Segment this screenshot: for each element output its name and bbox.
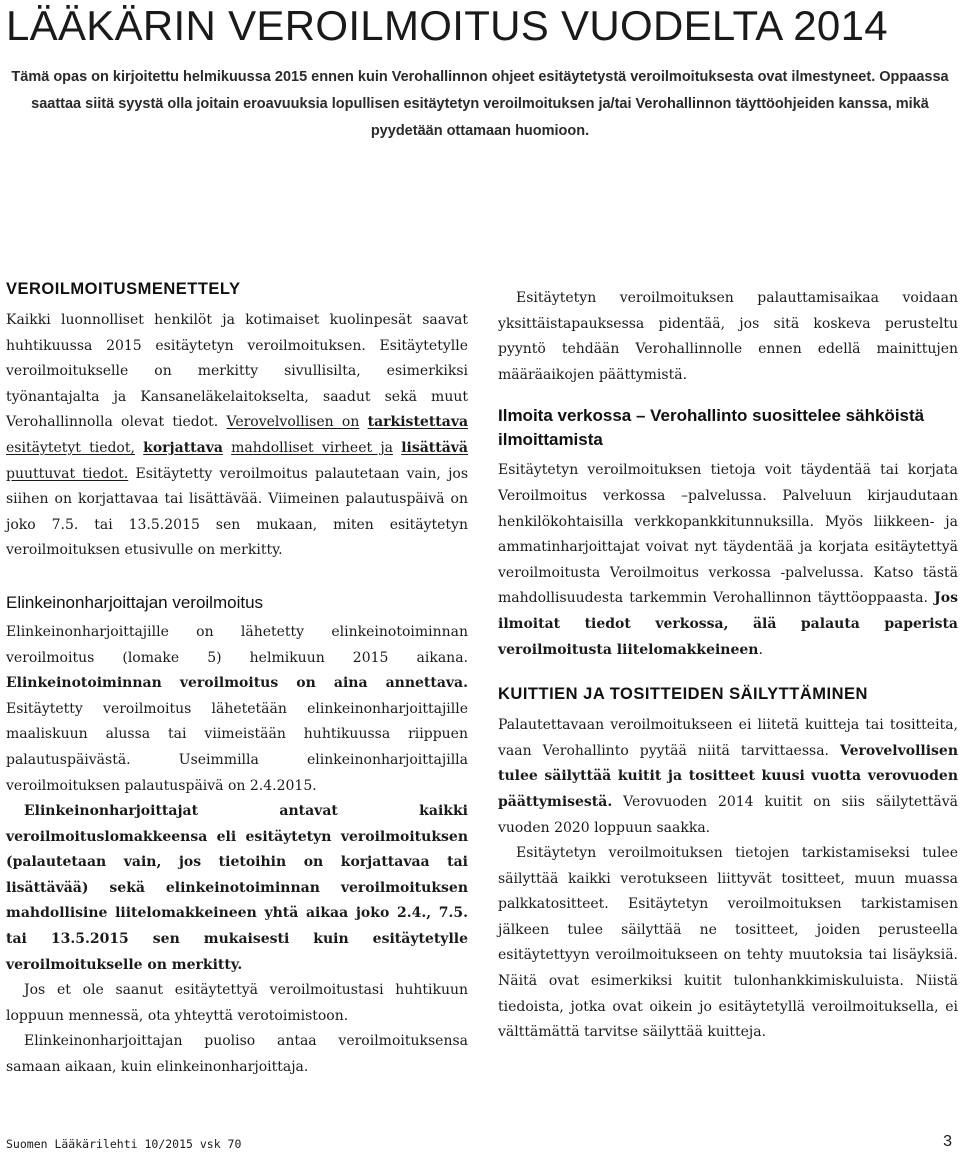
page-title: LÄÄKÄRIN VEROILMOITUS VUODELTA 2014	[6, 2, 888, 49]
heading-ilmoita-verkossa: Ilmoita verkossa – Verohallinto suosittelee sähköistä ilmoittamista	[498, 406, 925, 450]
text: Palautettavaan veroilmoitukseen ei liitetä kuitteja tai tositteita, vaan Verohallinto pyytää niitä tarvittaessa.	[498, 717, 958, 759]
right-column	[498, 286, 958, 1046]
left-column	[6, 276, 468, 1081]
bold-text: Elinkeinonharjoittajat antavat kaikki veroilmoituslomakkeensa eli esitäytetyn veroilmoituksen (palautetaan vain, jos tietoihin on korjattavaa tai lisättävää) sekä elinkeinotoiminnan veroilmoituksen mahdollisine liitelomakkeineen yhtä aikaa joko 2.4., 7.5. tai 13.5.2015 sen mukaisesti kuin esitäytetylle veroilmoitukselle on merkitty.	[6, 803, 468, 973]
text: Elinkeinonharjoittajille on lähetetty elinkeinotoiminnan veroilmoitus (lomake 5) helmikuun 2015 aikana.	[6, 623, 468, 666]
paragraph-elinkeino-3: Jos et ole saanut esitäytettyä veroilmoitustasi huhtikuun loppuun mennessä, ota yhteyttä verotoimistoon.	[6, 982, 468, 1024]
page-number: 3	[943, 1133, 952, 1150]
bold-text: korjattava	[143, 439, 223, 456]
bold-text: lisättävä	[401, 439, 468, 456]
text: Esitäytetty veroilmoitus lähetetään elinkeinonharjoittajille maaliskuun alussa tai viimeistään huhtikuussa riippuen palautuspäivästä. Useimmilla elinkeinonharjoittajilla veroilmoituksen palautuspäivä on 2.4.2015.	[6, 700, 468, 794]
bold-text: Verovelvollisen tulee säilyttää kuitit ja tositteet kuusi vuotta verovuoden päättymisestä.	[498, 742, 959, 810]
paragraph-menettely	[6, 308, 468, 564]
paragraph-verkossa	[498, 458, 958, 663]
heading-veroilmoitusmenettely: VEROILMOITUSMENETTELY	[6, 280, 241, 298]
paragraph-kuitit-2: Esitäytetyn veroilmoituksen tietojen tarkistamiseksi tulee säilyttää kaikki verotukseen liittyvät tositteet, muun muassa palkkatositteet. Esitäytetyn veroilmoituksen tarkistamisen jälkeen tulee säilyttää ne tositteet, joiden perusteella esitäytettyyn veroilmoitukseen on tehty muutoksia tai lisäyksiä. Näitä ovat esimerkiksi kuitit tulonhankkimiskuluista. Niistä tiedoista, jotka ovat oikein jo esitäytetyllä veroilmoituksella, ei välttämättä tarvitse säilyttää kuitteja.	[498, 845, 958, 1041]
text: Esitäytetty veroilmoitus palautetaan vain, jos siihen on korjattavaa tai lisättävää. Viimeinen palautuspäivä on joko 7.5. tai 13.5.2015 sen mukaan, miten esitäytetyn veroilmoituksen etusivulle on merkitty.	[6, 465, 469, 559]
bold-text: Elinkeinotoiminnan veroilmoitus on aina annettava.	[6, 675, 468, 692]
heading-kuittien-sailyttaminen: KUITTIEN JA TOSITTEIDEN SÄILYTTÄMINEN	[498, 685, 868, 704]
publication-info: Suomen Lääkärilehti 10/2015 vsk 70	[6, 1137, 242, 1151]
underlined-text: puuttuvat tiedot.	[6, 465, 129, 482]
text: Esitäytetyn veroilmoituksen tietoja voit täydentää tai korjata Veroilmoitus verkossa –palvelussa. Palveluun kirjaudutaan henkilökohtaisilla verkkopankkitunnuksilla. Myös liikkeen- ja ammatinharjoittajat voivat nyt täydentää ja korjata esitäytettyä veroilmoitusta Veroilmoitus verkossa -palvelussa. Katso tästä mahdollisuudesta tarkemmin Verohallinnon täyttöoppaasta.	[498, 462, 958, 607]
bold-text: tarkistettava	[367, 414, 469, 431]
bold-text: Jos ilmoitat tiedot verkossa, älä palauta paperista veroilmoitusta liitelomakkeineen	[498, 590, 958, 658]
paragraph-palautusaika: Esitäytetyn veroilmoituksen palauttamisaikaa voidaan yksittäistapauksessa pidentää, jos sitä koskeva perusteltu pyyntö tehdään Verohallinnolle ennen edellä mainittujen määräaikojen päättymistä.	[498, 290, 958, 383]
underlined-bold-text	[401, 440, 468, 456]
heading-elinkeinonharjoittaja: Elinkeinonharjoittajan veroilmoitus	[6, 592, 264, 612]
text: Verovuoden 2014 kuitit on siis säilytettävä vuoden 2020 loppuun saakka.	[498, 793, 958, 836]
underlined-text: esitäytetyt tiedot,	[6, 439, 135, 456]
paragraph-elinkeino-2	[6, 799, 468, 978]
paragraph-kuitit-1	[498, 713, 958, 841]
paragraph-elinkeino-1	[6, 620, 468, 799]
text: .	[758, 641, 763, 658]
intro-notice: Tämä opas on kirjoitettu helmikuussa 2015 ennen kuin Verohallinnon ohjeet esitäytetystä veroilmoituksesta ovat ilmestyneet. Oppaassa saattaa siitä syystä olla joitain eroavuuksia lopullisen esitäytetyn veroilmoituksen ja/tai Verohallinnon täyttöohjeiden kanssa, mikä pyydetään ottamaan huomioon.	[11, 69, 949, 139]
text: Kaikki luonnolliset henkilöt ja kotimaiset kuolinpesät saavat huhtikuussa 2015 esitäytetyn veroilmoituksen. Esitäytetylle veroilmoitukselle on merkitty sivullisilta, esimerkiksi työnantajalta ja Kansaneläkelaitokselta, saadut sekä muut Verohallinnolla olevat tiedot.	[6, 312, 468, 431]
underlined-bold-text	[143, 440, 223, 456]
underlined-text: Verovelvollisen on	[226, 414, 360, 431]
underlined-bold-text	[368, 414, 468, 430]
underlined-text: mahdolliset virheet ja	[231, 439, 393, 456]
paragraph-elinkeino-4: Elinkeinonharjoittajan puoliso antaa veroilmoituksensa samaan aikaan, kuin elinkeinonharjoittaja.	[6, 1033, 468, 1076]
